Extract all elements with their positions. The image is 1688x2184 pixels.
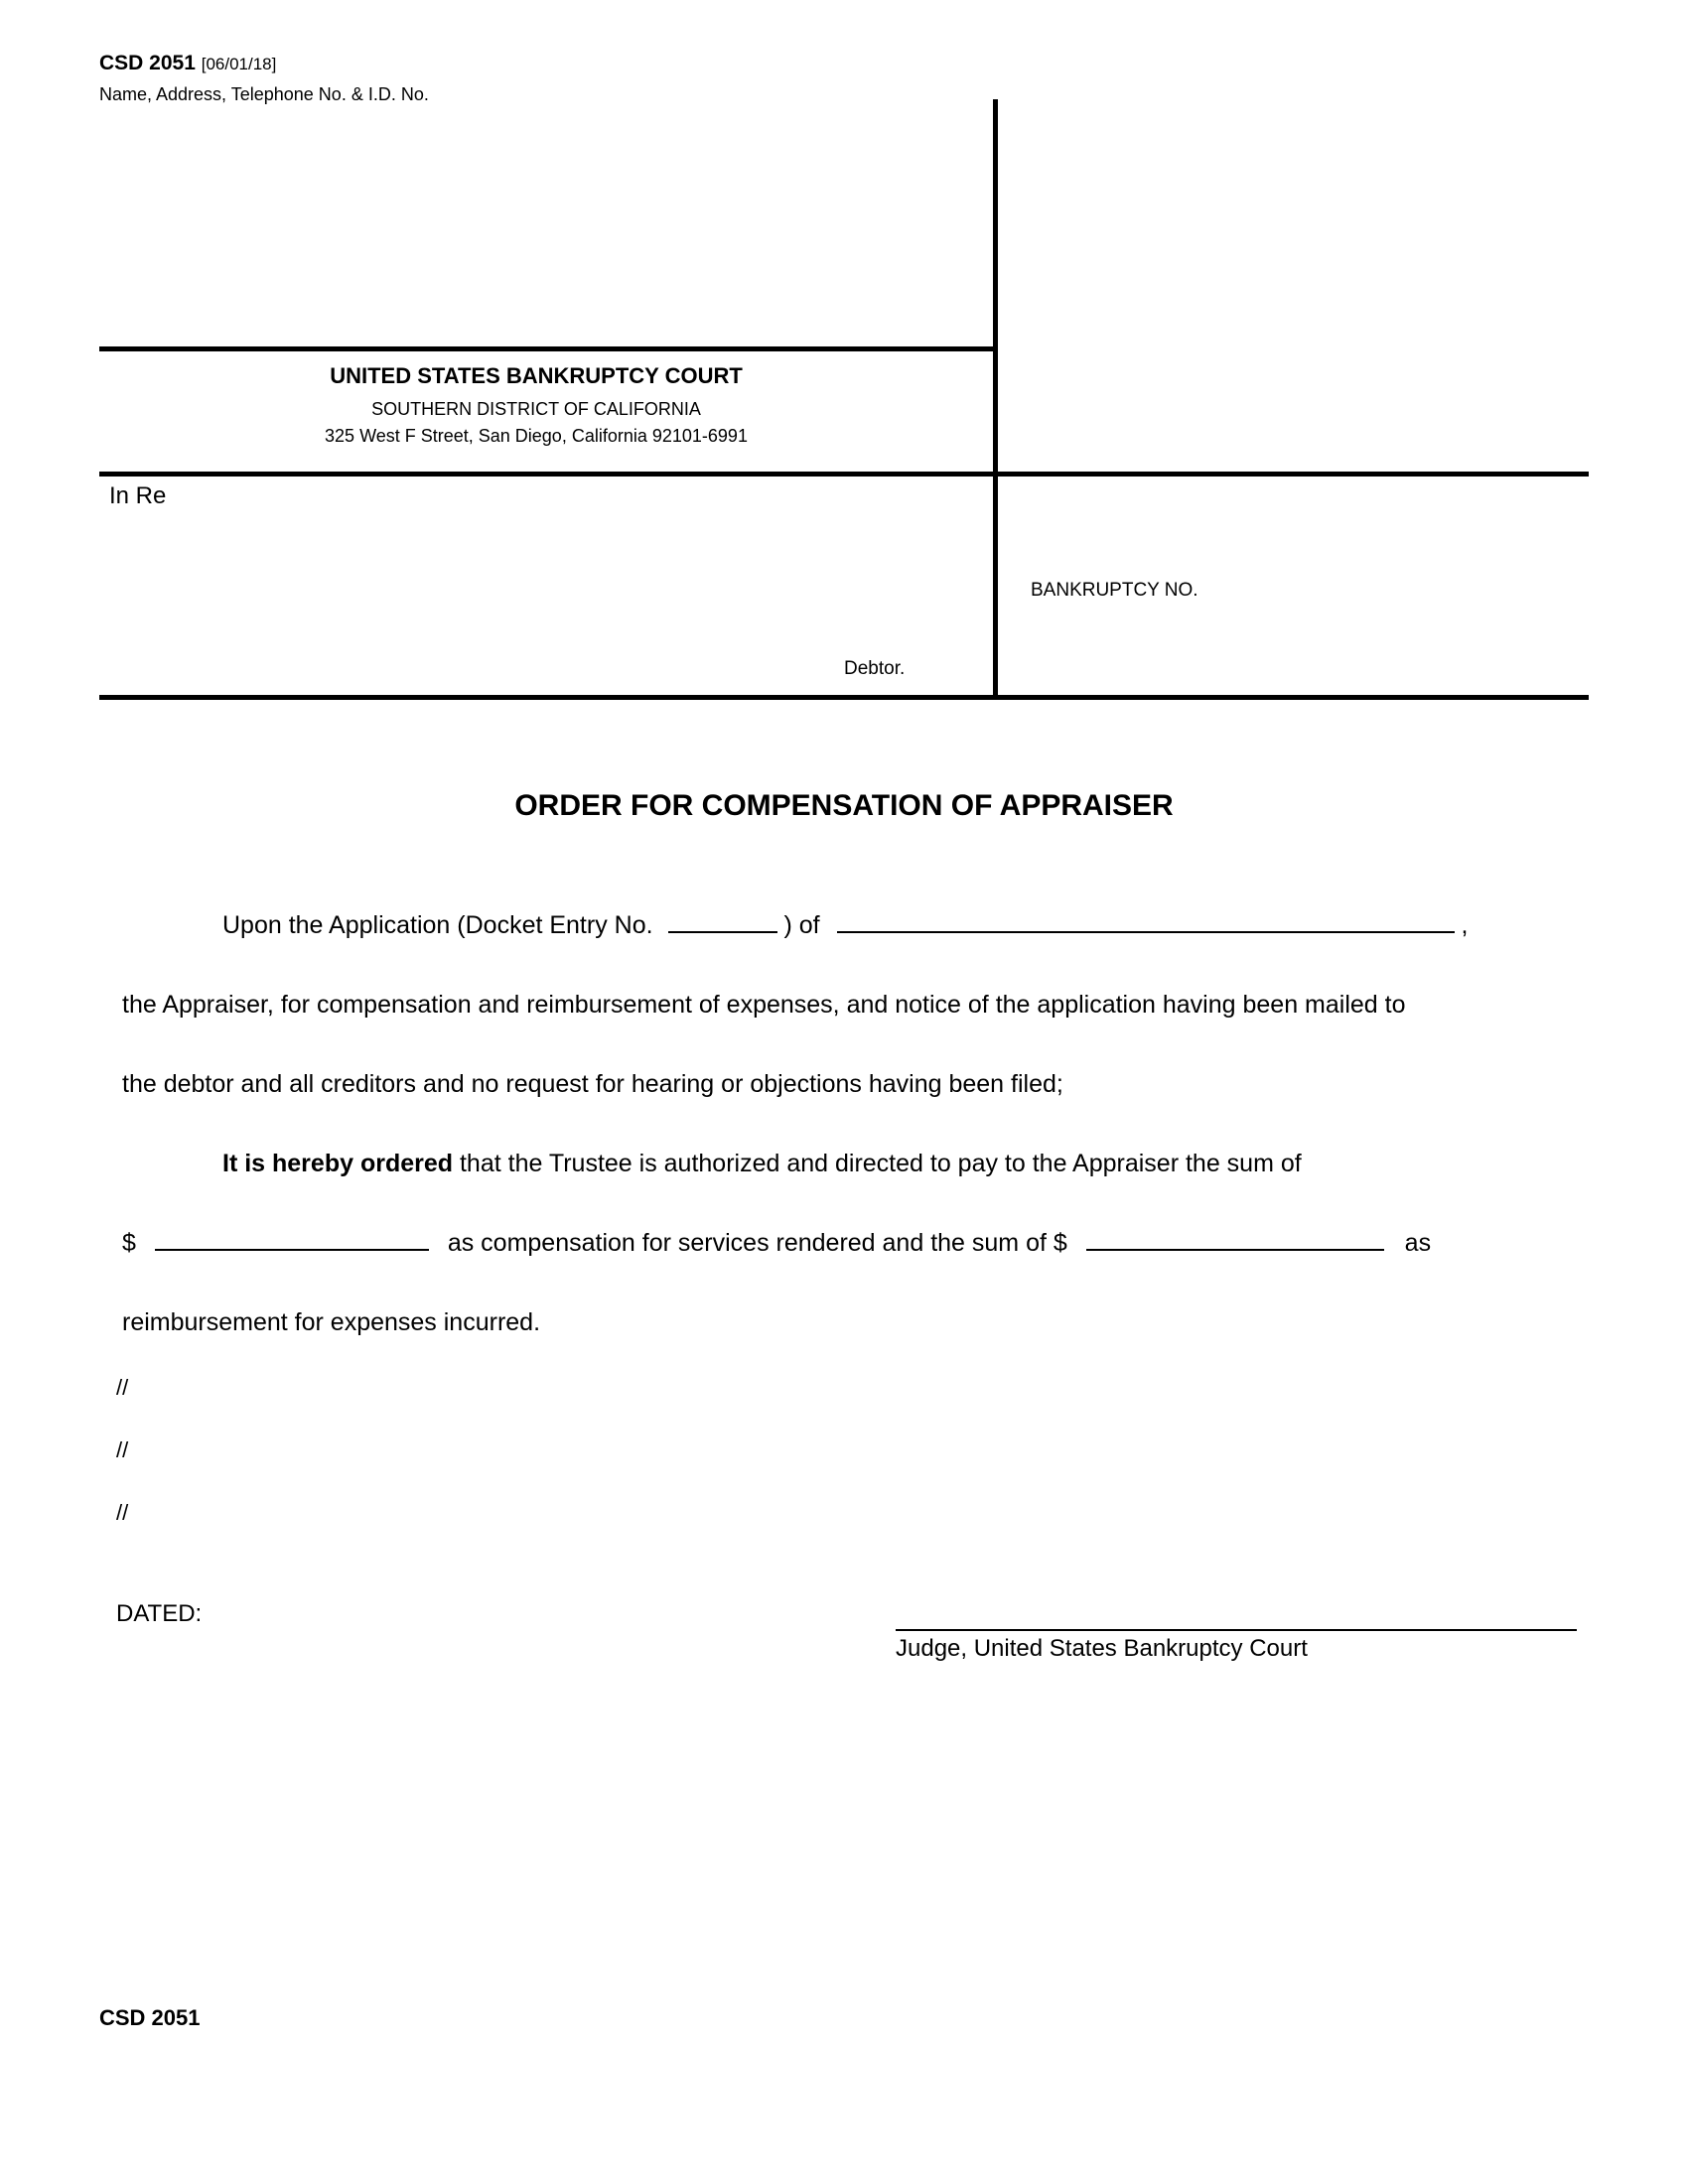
paragraph-5 — [122, 1229, 1431, 1258]
in-re-label: In Re — [109, 482, 167, 509]
judge-label: Judge, United States Bankruptcy Court — [896, 1635, 1308, 1662]
court-name: UNITED STATES BANKRUPTCY COURT — [330, 363, 743, 388]
court-address: 325 West F Street, San Diego, California 92101-6991 — [325, 426, 748, 446]
caption-vertical-divider — [993, 99, 998, 697]
ordered-phrase: It is hereby ordered — [222, 1150, 454, 1177]
dollar-sign: $ — [122, 1229, 136, 1257]
debtor-label: Debtor. — [844, 658, 906, 679]
slash-1: // — [116, 1375, 129, 1400]
dated-label: DATED: — [116, 1600, 203, 1627]
caption-bottom-rule — [99, 695, 1589, 700]
paragraph-3: the debtor and all creditors and no request for hearing or objections having been filed; — [122, 1070, 1063, 1098]
compensation-amount-blank[interactable] — [155, 1231, 429, 1251]
p5-middle: as compensation for services rendered and the sum of $ — [447, 1229, 1067, 1257]
judge-signature-line[interactable] — [896, 1629, 1577, 1631]
form-code: CSD 2051 — [99, 52, 196, 74]
paragraph-2: the Appraiser, for compensation and reimbursement of expenses, and notice of the application having been mailed to — [122, 991, 1406, 1019]
form-date: [06/01/18] — [201, 55, 277, 73]
p1-text-b: ) of — [783, 911, 820, 939]
footer-form-code: CSD 2051 — [99, 2005, 201, 2030]
slash-3: // — [116, 1500, 129, 1525]
docket-entry-blank[interactable] — [668, 913, 777, 933]
order-title: ORDER FOR COMPENSATION OF APPRAISER — [514, 789, 1174, 822]
filer-label: Name, Address, Telephone No. & I.D. No. — [99, 84, 429, 104]
court-district: SOUTHERN DISTRICT OF CALIFORNIA — [371, 399, 701, 419]
p4-rest: that the Trustee is authorized and directed to pay to the Appraiser the sum of — [453, 1150, 1302, 1177]
paragraph-1 — [222, 911, 1468, 940]
slash-2: // — [116, 1437, 129, 1462]
paragraph-4 — [222, 1150, 1302, 1178]
bankruptcy-no-label: BANKRUPTCY NO. — [1031, 580, 1198, 601]
court-box-bottom-rule — [99, 472, 1589, 477]
filer-box-bottom-rule — [99, 346, 993, 351]
p1-text-a: Upon the Application (Docket Entry No. — [222, 911, 653, 939]
p1-comma: , — [1461, 911, 1469, 939]
expenses-amount-blank[interactable] — [1086, 1231, 1384, 1251]
form-header — [99, 52, 276, 75]
p5-end: as — [1404, 1229, 1432, 1257]
appraiser-name-blank[interactable] — [837, 913, 1455, 933]
paragraph-6: reimbursement for expenses incurred. — [122, 1308, 541, 1336]
